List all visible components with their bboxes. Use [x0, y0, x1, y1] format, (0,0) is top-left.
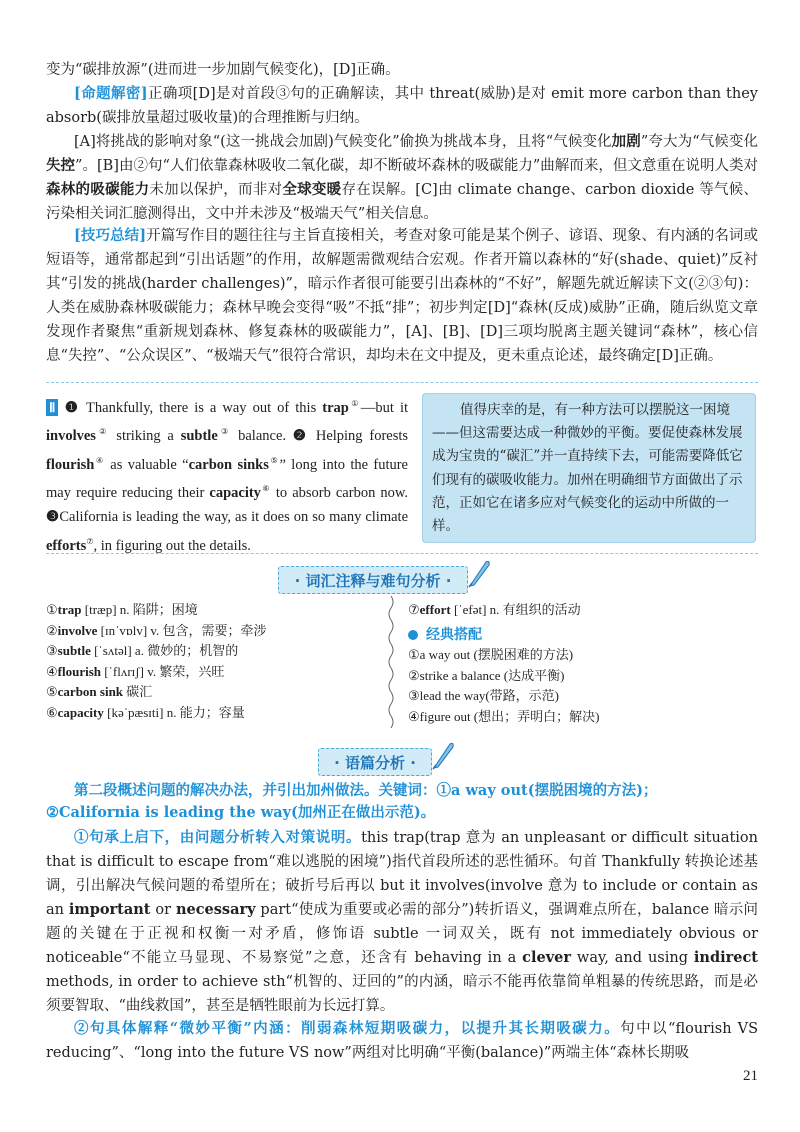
analysis-bold: necessary: [175, 901, 256, 918]
vocab-definition: [ˈflʌrɪʃ] v. 繁荣，兴旺: [101, 663, 225, 679]
collocation-item: ①a way out (摆脱困难的方法): [408, 647, 574, 663]
keyword-involves: involves: [46, 428, 96, 445]
distractor-bold-4: 全球变暖: [282, 181, 342, 198]
distractor-bold-2: 失控: [46, 157, 76, 174]
sentence-text: —but it: [360, 399, 409, 416]
sentence-text: Thankfully, there is a way out of this: [80, 399, 323, 416]
distractor-text-c: ”夸大为“气候变化: [640, 134, 759, 150]
vocab-word: flourish: [57, 663, 101, 679]
keyword-subtle: subtle: [180, 428, 218, 445]
distractor-bold-3: 森林的吸碳能力: [46, 181, 150, 198]
distractor-text-d: ”。[B]由②句“人们依靠森林吸收二氧化碳，却不断破坏森林的吸碳能力”曲解而来，但文意重在说明人类对: [75, 158, 759, 174]
distractor-analysis: [46, 130, 758, 226]
page-number: 21: [743, 1068, 758, 1084]
vocab-number: ②: [46, 622, 58, 638]
analysis-head-1: ①句承上启下，由问题分析转入对策说明。: [74, 829, 362, 846]
collocation-title: 经典搭配: [426, 626, 482, 643]
footnote-marker: ①: [348, 399, 361, 408]
vocab-list: [46, 600, 376, 724]
keyword-capacity: capacity: [209, 484, 261, 501]
vocab-banner: [278, 566, 468, 594]
sentence-text: as valuable “: [104, 456, 189, 473]
vocab-definition: [ɪnˈvɒlv] v. 包含，需要；牵涉: [97, 622, 267, 638]
analysis-bold: important: [68, 901, 151, 918]
vocab-definition: [ˈsʌtəl] a. 微妙的；机智的: [90, 643, 239, 659]
vocab-item: [46, 641, 376, 662]
vocab-word: carbon sink: [57, 684, 124, 700]
vocab-banner-title: · 词汇注释与难句分析 ·: [294, 571, 452, 590]
sentence-text: striking a: [109, 428, 181, 445]
answer-continuation: [46, 58, 758, 82]
analysis-head-2: ②句具体解释“微妙平衡”内涵：削弱森林短期吸碳力，以提升其长期吸碳力。: [74, 1020, 621, 1037]
sentence-marker-3: ❸: [46, 509, 60, 526]
vocab-definition: 碳汇: [123, 684, 153, 700]
keyword-flourish: flourish: [46, 456, 95, 473]
passage-paragraph: [46, 392, 408, 558]
analysis-text: way, and using: [571, 950, 694, 966]
quill-pen-icon: [466, 558, 492, 588]
footnote-marker: ⑦: [86, 536, 94, 546]
wavy-divider: [387, 596, 395, 728]
keyword-efforts: efforts: [46, 537, 87, 554]
analysis-text: this trap(trap 意为 an unpleasant or difficult situation that is difficult to escape from“难以逃脱的困境”)指代首段所述的恶性循环。句首 Thankfully 转换论述基调，引出解决气候问题的希望所在；破折号后再以 but it involves(involve 意为 to include or contain as an: [46, 830, 758, 918]
paragraph-number-badge: Ⅱ: [46, 399, 58, 416]
skill-summary-text: 开篇写作目的题往往与主旨直接相关，考查对象可能是某个例子、谚语、现象、有内涵的名词或短语等，通常都起到“引出话题”的作用，故解题需微观结合宏观。作者开篇以森林的“好(shade、quiet)”反衬其“引发的挑战(harder challenges)”，暗示作者很可能要引出森林的“不好”，解题先就近解读下文(②③句)：人类在威胁森林吸碳能力；森林早晚会变得“吸”不抵“排”；初步判定[D]“森林(反成)威胁”正确，随后纵览文章发现作者聚焦“重新规划森林、修复森林的吸碳能力”，[A]、[B]、[D]三项均脱离主题关键词“森林”，核心信息“失控”、“公众误区”、“极端天气”很符合常识，却均未在文中提及，更未重点论述，最终确定[D]正确。: [46, 228, 758, 364]
translation-text: 值得庆幸的是，有一种方法可以摆脱这一困境——但这需要达成一种微妙的平衡。要促使森林发展成为宝贵的“碳汇”并一直持续下去，可能需要降低它们现有的碳吸收能力。加州在明确细节方面做出了示范，正如它在诸多应对气候变化的运动中所做的一样。: [432, 402, 743, 535]
question-decode: [46, 82, 758, 130]
answer-text: 变为“碳排放源”(进而进一步加剧气候变化)，[D]正确。: [46, 62, 400, 78]
analysis-banner-title: · 语篇分析 ·: [334, 753, 416, 772]
quill-pen-icon: [430, 740, 456, 770]
vocab-word: involve: [57, 622, 98, 638]
analysis-bold: indirect: [693, 949, 758, 966]
translation-box: [422, 393, 756, 543]
vocab-word: subtle: [57, 643, 91, 659]
sentence-text: to absorb carbon now.: [270, 484, 408, 501]
vocab-definition: [kəˈpæsɪti] n. 能力；容量: [103, 704, 245, 720]
analysis-bold: clever: [522, 949, 571, 966]
sentence-text: Helping forests: [309, 428, 409, 445]
footnote-marker: ③: [217, 427, 232, 437]
vocab-word: trap: [57, 602, 82, 617]
sentence-text: California is leading the way, as it does on so many climate: [59, 509, 409, 526]
collocation-heading: [408, 625, 758, 646]
bullet-dot-icon: [408, 630, 418, 640]
question-decode-text: 正确项[D]是对首段③句的正确解读，其中 threat(威胁)是对 emit more carbon than they absorb(碳排放量超过吸收量)的合理推断与归纳。: [46, 86, 758, 126]
vocab-definition: [træp] n. 陷阱；困境: [81, 602, 198, 617]
sentence-marker-2: ❷: [292, 428, 310, 445]
analysis-intro-line-1: 第二段概述问题的解决办法，并引出加州做法。关键词：①a way out(摆脱困境的方法)；: [74, 782, 658, 799]
sentence-text: ” long into the future may require reducing their: [46, 456, 408, 501]
sentence-text: , in figuring out the details.: [93, 537, 251, 554]
footnote-marker: ④: [94, 455, 105, 465]
analysis-intro-2: [46, 802, 758, 824]
vocab-definition: [ˈefət] n. 有组织的活动: [450, 602, 581, 617]
distractor-text-f: 存在误解。[C]由 climate change、carbon dioxide 等气候、污染相关词汇臆测得出，文中并未涉及“极端天气”相关信息。: [46, 182, 759, 222]
vocab-number: ⑤: [46, 684, 58, 700]
vocab-item: [46, 682, 376, 703]
analysis-text: part“使成为重要或必需的部分”)转折语义，强调难点所在，balance 暗示问题的关键在于正视和权衡一对矛盾，修饰语 subtle 一词双关，既有 not immediately obvious or noticeable“不能立马显现、不易察觉”之意，还含有 behaving in a: [46, 902, 758, 966]
skill-summary-tag: [技巧总结]: [74, 227, 147, 244]
collocation-item: ②strike a balance (达成平衡): [408, 667, 565, 683]
footnote-marker: ②: [95, 427, 110, 437]
vocab-number: ①: [46, 602, 58, 617]
analysis-text: methods, in order to achieve sth“机智的、迂回的”的内涵，暗示不能再依靠简单粗暴的传统思路，而是必须要智取、“曲线救国”，甚至是牺牲眼前为长远打算。: [46, 974, 758, 1014]
collocation-item: ③lead the way(带路，示范): [408, 688, 560, 704]
analysis-intro: [46, 780, 758, 802]
vocab-item: [46, 662, 376, 683]
vocab-number: ⑥: [46, 704, 58, 720]
skill-summary: [46, 224, 758, 368]
distractor-text-e: 未加以保护，而非对: [149, 182, 283, 198]
distractor-bold-1: 加剧: [611, 133, 641, 150]
footnote-marker: ⑤: [268, 455, 280, 465]
sentence-marker-1: ❶: [62, 399, 81, 416]
vocab-item: [46, 703, 376, 724]
sentence-text: balance.: [231, 428, 293, 445]
vocab-number: ⑦: [408, 602, 420, 617]
distractor-text-a: [A]将挑战的影响对象“(这一挑战会加剧)气候变化”偷换为挑战本身，且将“气候变化: [74, 134, 612, 150]
analysis-text: 句中以“flourish VS reducing”、“long into the future VS now”两组对比明确“平衡(balance)”两端主体“森林长期吸: [46, 1021, 758, 1061]
analysis-banner: [318, 748, 432, 776]
vocab-word: effort: [419, 602, 451, 617]
section-divider: [46, 382, 758, 383]
keyword-carbon-sinks: carbon sinks: [188, 456, 269, 473]
vocab-item: [46, 621, 376, 642]
question-decode-tag: [命题解密]: [74, 85, 148, 102]
analysis-text: or: [150, 902, 176, 918]
analysis-sentence-1: [46, 826, 758, 1018]
analysis-intro-line-2: ②California is leading the way(加州正在做出示范)。: [46, 804, 436, 821]
footnote-marker: ⑥: [260, 483, 271, 493]
vocab-number: ④: [46, 663, 58, 679]
vocab-item: [46, 600, 376, 621]
keyword-trap: trap: [322, 399, 349, 416]
vocab-word: capacity: [57, 704, 104, 720]
section-divider: [46, 553, 758, 554]
vocab-right-column: [408, 600, 758, 728]
vocab-number: ③: [46, 643, 58, 659]
collocation-item: ④figure out (想出；弄明白；解决): [408, 708, 600, 724]
analysis-sentence-2: [46, 1017, 758, 1065]
vocab-item: [408, 600, 758, 621]
